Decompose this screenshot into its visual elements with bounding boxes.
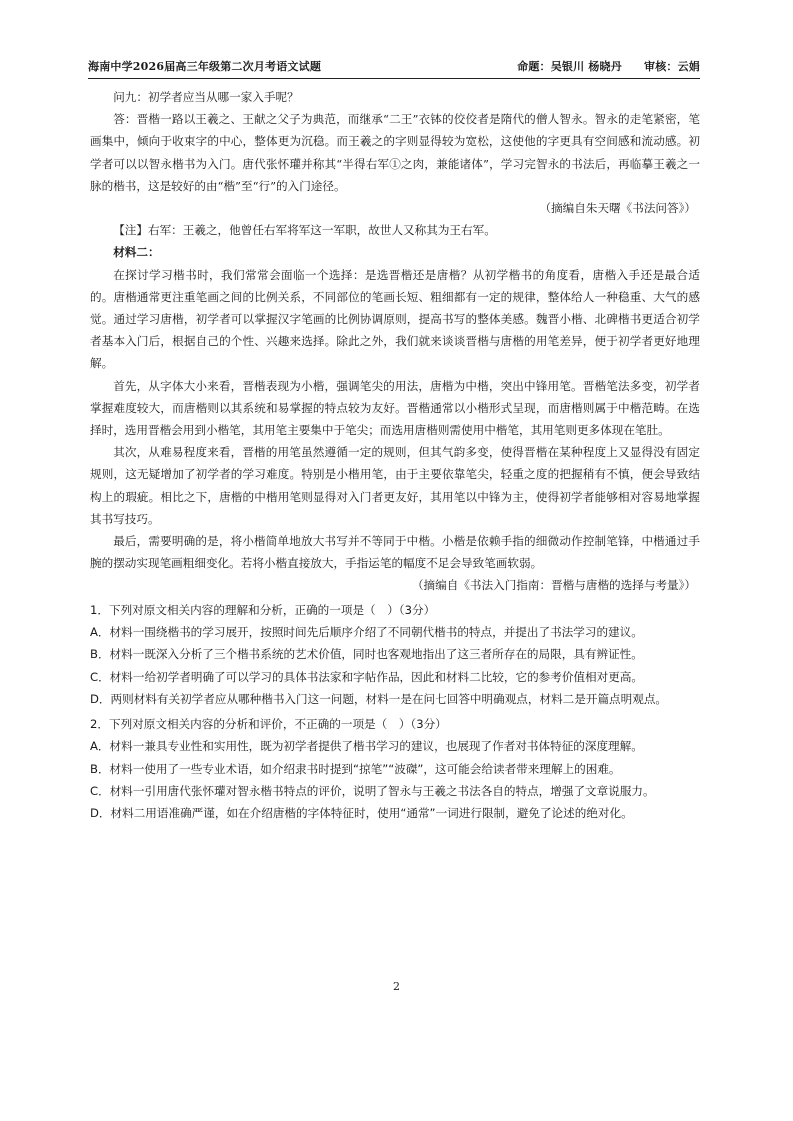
- option-b: B．材料一使用了一些专业术语，如介绍隶书时提到“掠笔”“波磔”，这可能会给读者带来理解上的困难。: [90, 761, 621, 776]
- option-d: D．材料二用语准确严谨，如在介绍唐楷的字体特征时，使用“通常”一词进行限制，避免了论述的绝对化。: [90, 806, 633, 821]
- material-two-paragraph: 其次，从难易程度来看，晋楷的用笔虽然遵循一定的规则，但其气韵多变，使得晋楷在某种程度上又显得没有固定规则，这无疑增加了初学者的学习难度。特别是小楷用笔，由于主要依靠笔尖，轻重之度的把握稍有不慎，便会导致结构上的瑕疵。相比之下，唐楷的中楷用笔则显得对入门者更友好，其用笔以中锋为主，使得初学者能够相对容易地掌握其书写技巧。: [90, 445, 700, 526]
- option-c: C．材料一引用唐代张怀瓘对智永楷书特点的评价，说明了智永与王羲之书法各自的特点，增强了文章说服力。: [90, 783, 655, 798]
- question-stem: 1．下列对原文相关内容的理解和分析，正确的一项是（ ）（3分）: [90, 602, 436, 617]
- question-nine: 问九：初学者应当从哪一家入手呢？: [113, 90, 299, 104]
- option-a: A．材料一兼具专业性和实用性，既为初学者提供了楷书学习的建议，也展现了作者对书体特征的深度理解。: [90, 739, 643, 754]
- option-c: C．材料一给初学者明确了可以学习的具体书法家和字帖作品，因此和材料二比较，它的参考价值相对更高。: [90, 669, 644, 684]
- question-stem: 2．下列对原文相关内容的分析和评价，不正确的一项是（ ）（3分）: [90, 716, 447, 731]
- option-d: D．两则材料有关初学者应从哪种楷书入门这一问题，材料一是在问七回答中明确观点，材料二是开篇点明观点。: [90, 692, 668, 707]
- annotation-note: 【注】右军：王羲之，他曾任右军将军这一军职，故世人又称其为王右军。: [113, 223, 496, 238]
- page-header: [88, 58, 700, 79]
- material-two-paragraph: 在探讨学习楷书时，我们常常会面临一个选择：是选晋楷还是唐楷？从初学楷书的角度看，唐楷入手还是最合适的。唐楷通常更注重笔画之间的比例关系，不同部位的笔画长短、粗细都有一定的规律，整体给人一种稳重、大气的感觉。通过学习唐楷，初学者可以掌握汉字笔画的比例协调原则，提高书写的整体美感。魏晋小楷、北碑楷书更适合初学者基本入门后，根据自己的个性、兴趣来选择。除此之外，我们就来谈谈晋楷与唐楷的用笔差异，便于初学者更好地理解。: [90, 267, 700, 371]
- header-credits: [499, 58, 700, 74]
- exam-title: 海南中学2026届高三年级第二次月考语文试题: [88, 60, 322, 73]
- author-credit: 命题：吴银川 杨晓丹: [517, 60, 622, 73]
- answer-paragraph: 答：晋楷一路以王羲之、王献之父子为典范，而继承“二王”衣钵的佼佼者是隋代的僧人智永。智永的走笔紧密，笔画集中，倾向于收束字的中心，整体更为沉稳。而王羲之的字则显得较为宽松，这使他的字更具有空间感和流动感。初学者可以以智永楷书为入门。唐代张怀瓘并称其“半得右军①之肉，兼能诸体”，学习完智永的书法后，再临摹王羲之一脉的楷书，这是较好的由“楷”至“行”的入门途径。: [90, 112, 700, 193]
- reviewer-credit: 审核：云娟: [644, 60, 700, 73]
- material-two-heading: 材料二：: [113, 245, 160, 260]
- page-number: 2: [393, 980, 400, 993]
- source-citation-1: （摘编自朱天曙《书法问答》）: [539, 201, 696, 216]
- material-two-paragraph: 最后，需要明确的是，将小楷简单地放大书写并不等同于中楷。小楷是依赖手指的细微动作控制笔锋，中楷通过手腕的摆动实现笔画粗细变化。若将小楷直接放大，手指运笔的幅度不足会导致笔画软弱。: [90, 534, 700, 571]
- option-a: A．材料一围绕楷书的学习展开，按照时间先后顺序介绍了不同朝代楷书的特点，并提出了书法学习的建议。: [90, 625, 643, 640]
- page-content: [90, 86, 700, 825]
- source-citation-2: （摘编自《书法入门指南：晋楷与唐楷的选择与考量》）: [411, 578, 696, 593]
- material-two-paragraph: 首先，从字体大小来看，晋楷表现为小楷，强调笔尖的用法，唐楷为中楷，突出中锋用笔。晋楷笔法多变，初学者掌握难度较大，而唐楷则以其系统和易掌握的特点较为友好。晋楷通常以小楷形式呈现，而唐楷则属于中楷范畴。在选择时，选用晋楷会用到小楷笔，其用笔主要集中于笔尖；而选用唐楷则需使用中楷笔，其用笔则更多体现在笔肚。: [90, 378, 700, 438]
- option-b: B．材料一既深入分析了三个楷书系统的艺术价值，同时也客观地指出了这三者所存在的局限，具有辨证性。: [90, 647, 643, 662]
